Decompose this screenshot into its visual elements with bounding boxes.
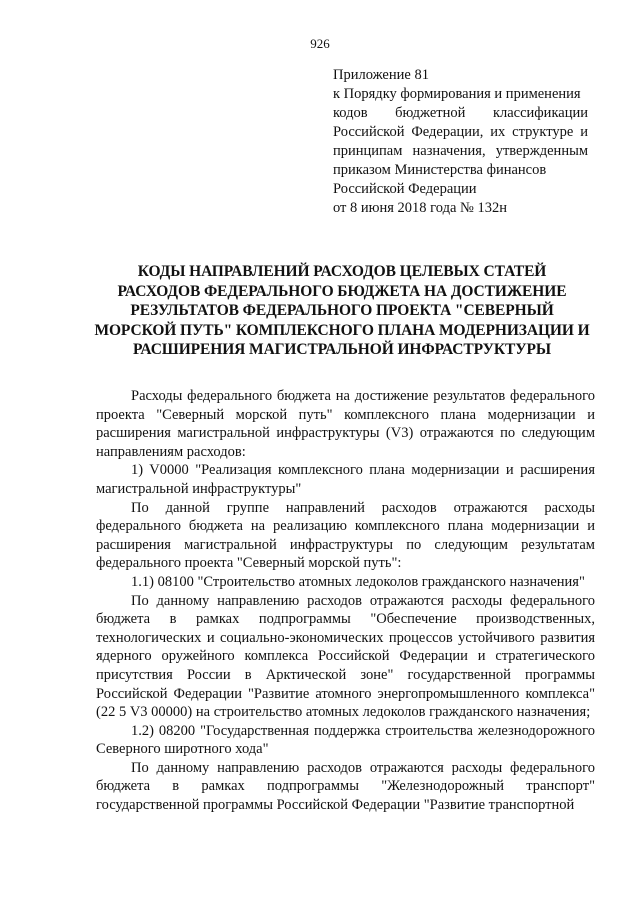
page-number: 926 [310,36,330,51]
body-paragraph: 1.2) 08200 "Государственная поддержка строительства железнодорожного Северного широтного хода" [96,722,595,758]
body-paragraph: Расходы федерального бюджета на достижение результатов федерального проекта "Северный морской путь" комплексного плана модернизации и расширения магистральной инфраструктуры (V3) отражаются по следующим направлениям расходов: [96,388,595,460]
body-paragraph: По данному направлению расходов отражаются расходы федерального бюджета в рамках подпрограммы "Железнодорожный транспорт" государственной программы Российской Федерации "Развитие транспортной [96,759,595,814]
document-title [92,262,592,360]
annex-line: от 8 июня 2018 года № 132н [333,200,507,216]
body-paragraph: 1.1) 08100 "Строительство атомных ледоколов гражданского назначения" [131,573,585,590]
annex-line: кодов бюджетной классификации [333,105,588,121]
title-line: РАСХОДОВ ФЕДЕРАЛЬНОГО БЮДЖЕТА НА ДОСТИЖЕНИЕ [117,282,567,300]
body-paragraph: По данному направлению расходов отражаются расходы федерального бюджета в рамках подпрограммы "Обеспечение производственных, технологических и социально-экономических процессов устойчивого развития ядерного оружейного комплекса Российской Федерации и стратегического присутствия России в Арктической зоне" государственной программы Российской Федерации "Развитие атомного энергопромышленного комплекса" (22 5 V3 00000) на строительство атомных ледоколов гражданского назначения; [96,592,595,721]
annex-line: Российской Федерации, их структуре и [333,124,588,140]
title-line: МОРСКОЙ ПУТЬ" КОМПЛЕКСНОГО ПЛАНА МОДЕРНИЗАЦИИ И [94,321,590,339]
annex-line: приказом Министерства финансов [333,162,547,178]
annex-line: Приложение 81 [333,67,429,83]
annex-line: к Порядку формирования и применения [333,86,581,102]
title-line: РАСШИРЕНИЯ МАГИСТРАЛЬНОЙ ИНФРАСТРУКТУРЫ [132,341,552,358]
annex-line: Российской Федерации [333,181,477,197]
annex-line: принципам назначения, утвержденным [333,143,588,159]
document-body [96,387,595,815]
title-line: КОДЫ НАПРАВЛЕНИЙ РАСХОДОВ ЦЕЛЕВЫХ СТАТЕЙ [137,263,547,280]
body-paragraph: По данной группе направлений расходов отражаются расходы федерального бюджета на реализацию комплексного плана модернизации и расширения магистральной инфраструктуры по следующим результатам федерального проекта "Северный морской путь": [96,499,595,572]
annex-block [333,66,588,218]
body-paragraph: 1) V0000 "Реализация комплексного плана модернизации и расширения магистральной инфраструктуры" [96,462,595,497]
title-line: РЕЗУЛЬТАТОВ ФЕДЕРАЛЬНОГО ПРОЕКТА "СЕВЕРНЫЙ [130,302,554,319]
